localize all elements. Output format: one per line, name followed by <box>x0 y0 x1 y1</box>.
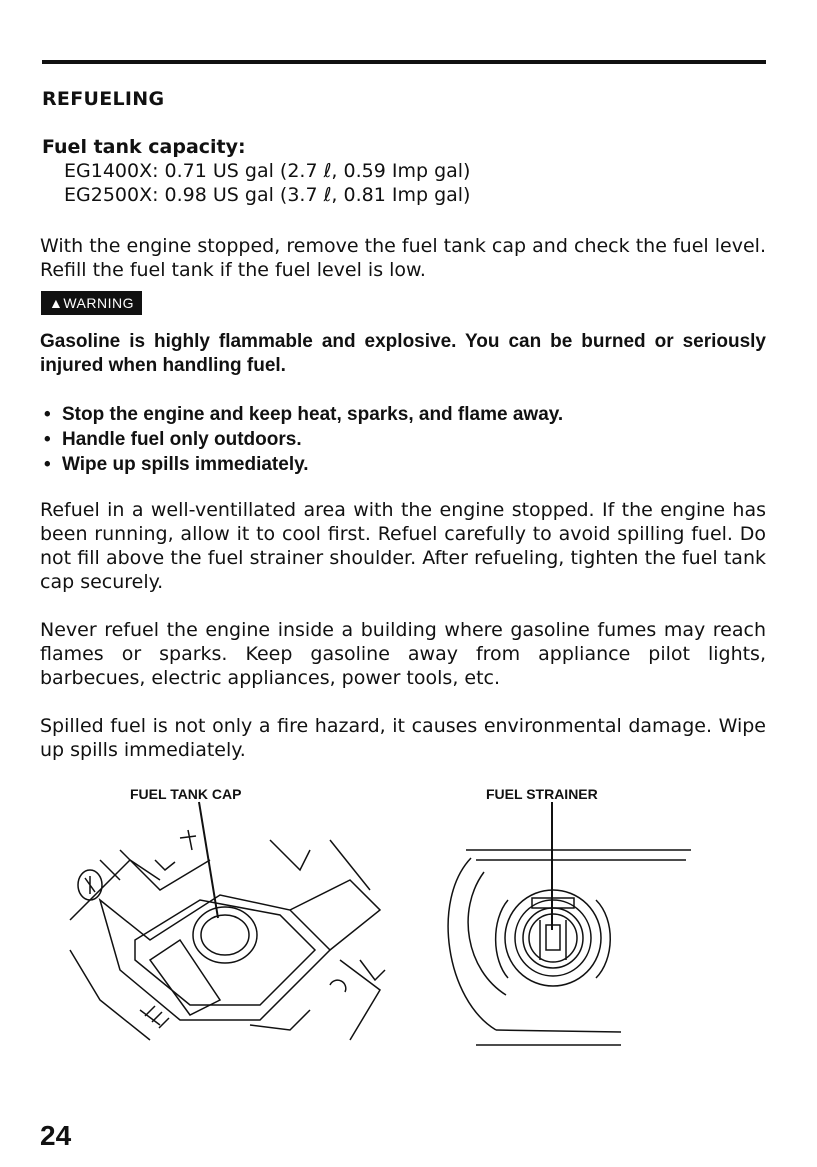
page-number: 24 <box>40 1120 72 1151</box>
paragraph-never-refuel-inside: Never refuel the engine inside a building where gasoline fumes may reach flames or sparks. Keep gasoline away from appliance pilot lights, barbecues, electric appliances, power tools, etc. <box>40 619 766 689</box>
warning-badge: ▲WARNING <box>41 291 142 315</box>
warning-bullet: • Stop the engine and keep heat, sparks, and flame away. <box>44 402 563 427</box>
warning-bullet: • Handle fuel only outdoors. <box>44 427 563 452</box>
section-title: REFUELING <box>42 88 165 110</box>
paragraph-check-level: With the engine stopped, remove the fuel tank cap and check the fuel level. Refill the fuel tank if the fuel level is low. <box>40 235 766 281</box>
fuel-tank-cap-label: FUEL TANK CAP <box>130 786 242 802</box>
fuel-tank-cap-illustration <box>60 800 400 1050</box>
fuel-strainer-label: FUEL STRAINER <box>486 786 598 802</box>
capacity-line-eg2500x: EG2500X: 0.98 US gal (3.7 ℓ, 0.81 Imp gal) <box>64 184 471 206</box>
warning-bullet: • Wipe up spills immediately. <box>44 452 563 477</box>
warning-text: Gasoline is highly flammable and explosive. You can be burned or seriously injured when handling fuel. <box>40 331 766 376</box>
capacity-label: Fuel tank capacity: <box>42 136 246 158</box>
paragraph-refuel-instructions: Refuel in a well-ventillated area with the engine stopped. If the engine has been running, allow it to cool first. Refuel carefully to avoid spilling fuel. Do not fill above the fuel strainer shoulder. After refueling, tighten the fuel tank cap securely. <box>40 499 766 593</box>
capacity-line-eg1400x: EG1400X: 0.71 US gal (2.7 ℓ, 0.59 Imp gal) <box>64 160 471 182</box>
header-rule <box>42 60 766 64</box>
fuel-strainer-illustration <box>436 800 696 1050</box>
paragraph-spilled-fuel: Spilled fuel is not only a fire hazard, it causes environmental damage. Wipe up spills immediately. <box>40 715 766 761</box>
warning-bullet-list <box>44 402 563 477</box>
